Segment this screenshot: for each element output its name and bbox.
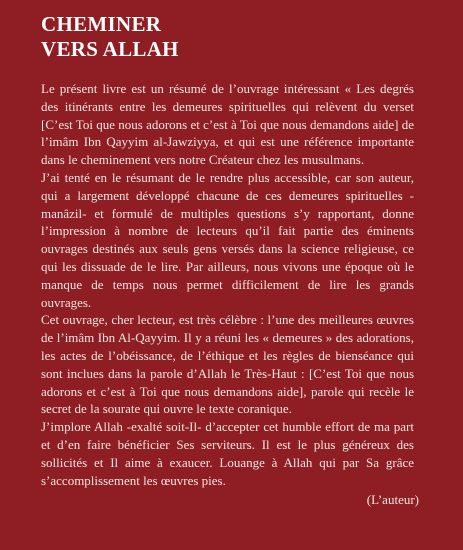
author-signature: (L’auteur) [366,492,419,507]
blurb-text [41,80,414,489]
paragraph-intro: Le présent livre est un résumé de l’ouvrage intéressant « Les degrés des itinérants entre les demeures spirituelles qui relèvent du verset [C’est Toi que nous adorons et c’est à Toi que nous demandons aide] de l’imâm Ibn Qayyim al-Jawziyya, et qui est une référence importante dans le cheminement vers notre Créateur chez les musulmans. [41,81,414,168]
book-title-line-1: CHEMINER [41,12,162,36]
book-title [41,12,179,62]
paragraph-purpose: J’ai tenté en le résumant de le rendre plus accessible, car son auteur, qui a largement développé chacune de ces demeures spirituelles -manâzil- et formulé de multiples questions s’y rapportant, donne l’impression à nombre de lecteurs qu’il fait partie des éminents ouvrages destinés aux seuls gens versés dans la science religieuse, ce qui les dissuade de le lire. Par ailleurs, nous vivons une époque où le manque de temps nous permet difficilement de lire les grands ouvrages. [41,169,414,310]
paragraph-content: Cet ouvrage, cher lecteur, est très célèbre : l’une des meilleures œuvres de l’imâm Ibn Al-Qayyim. Il y a réuni les « demeures » des adorations, les actes de l’obéissance, de l’éthique et les règles de bienséance qui sont inclues dans la parole d’Allah le Très-Haut : [C’est Toi que nous adorons et c’est à Toi que nous demandons aide], parole qui recèle le secret de la sourate qui ouvre le texte coranique. [41,312,414,417]
book-title-line-2: VERS ALLAH [41,37,179,61]
paragraph-prayer: J’implore Allah -exalté soit-Il- d’accepter cet humble effort de ma part et d’en faire bénéficier Ses serviteurs. Il est le plus généreux des sollicités et Il aime à exaucer. Louange à Allah qui par Sa grâce s’accomplissement les œuvres pies. [41,419,414,488]
